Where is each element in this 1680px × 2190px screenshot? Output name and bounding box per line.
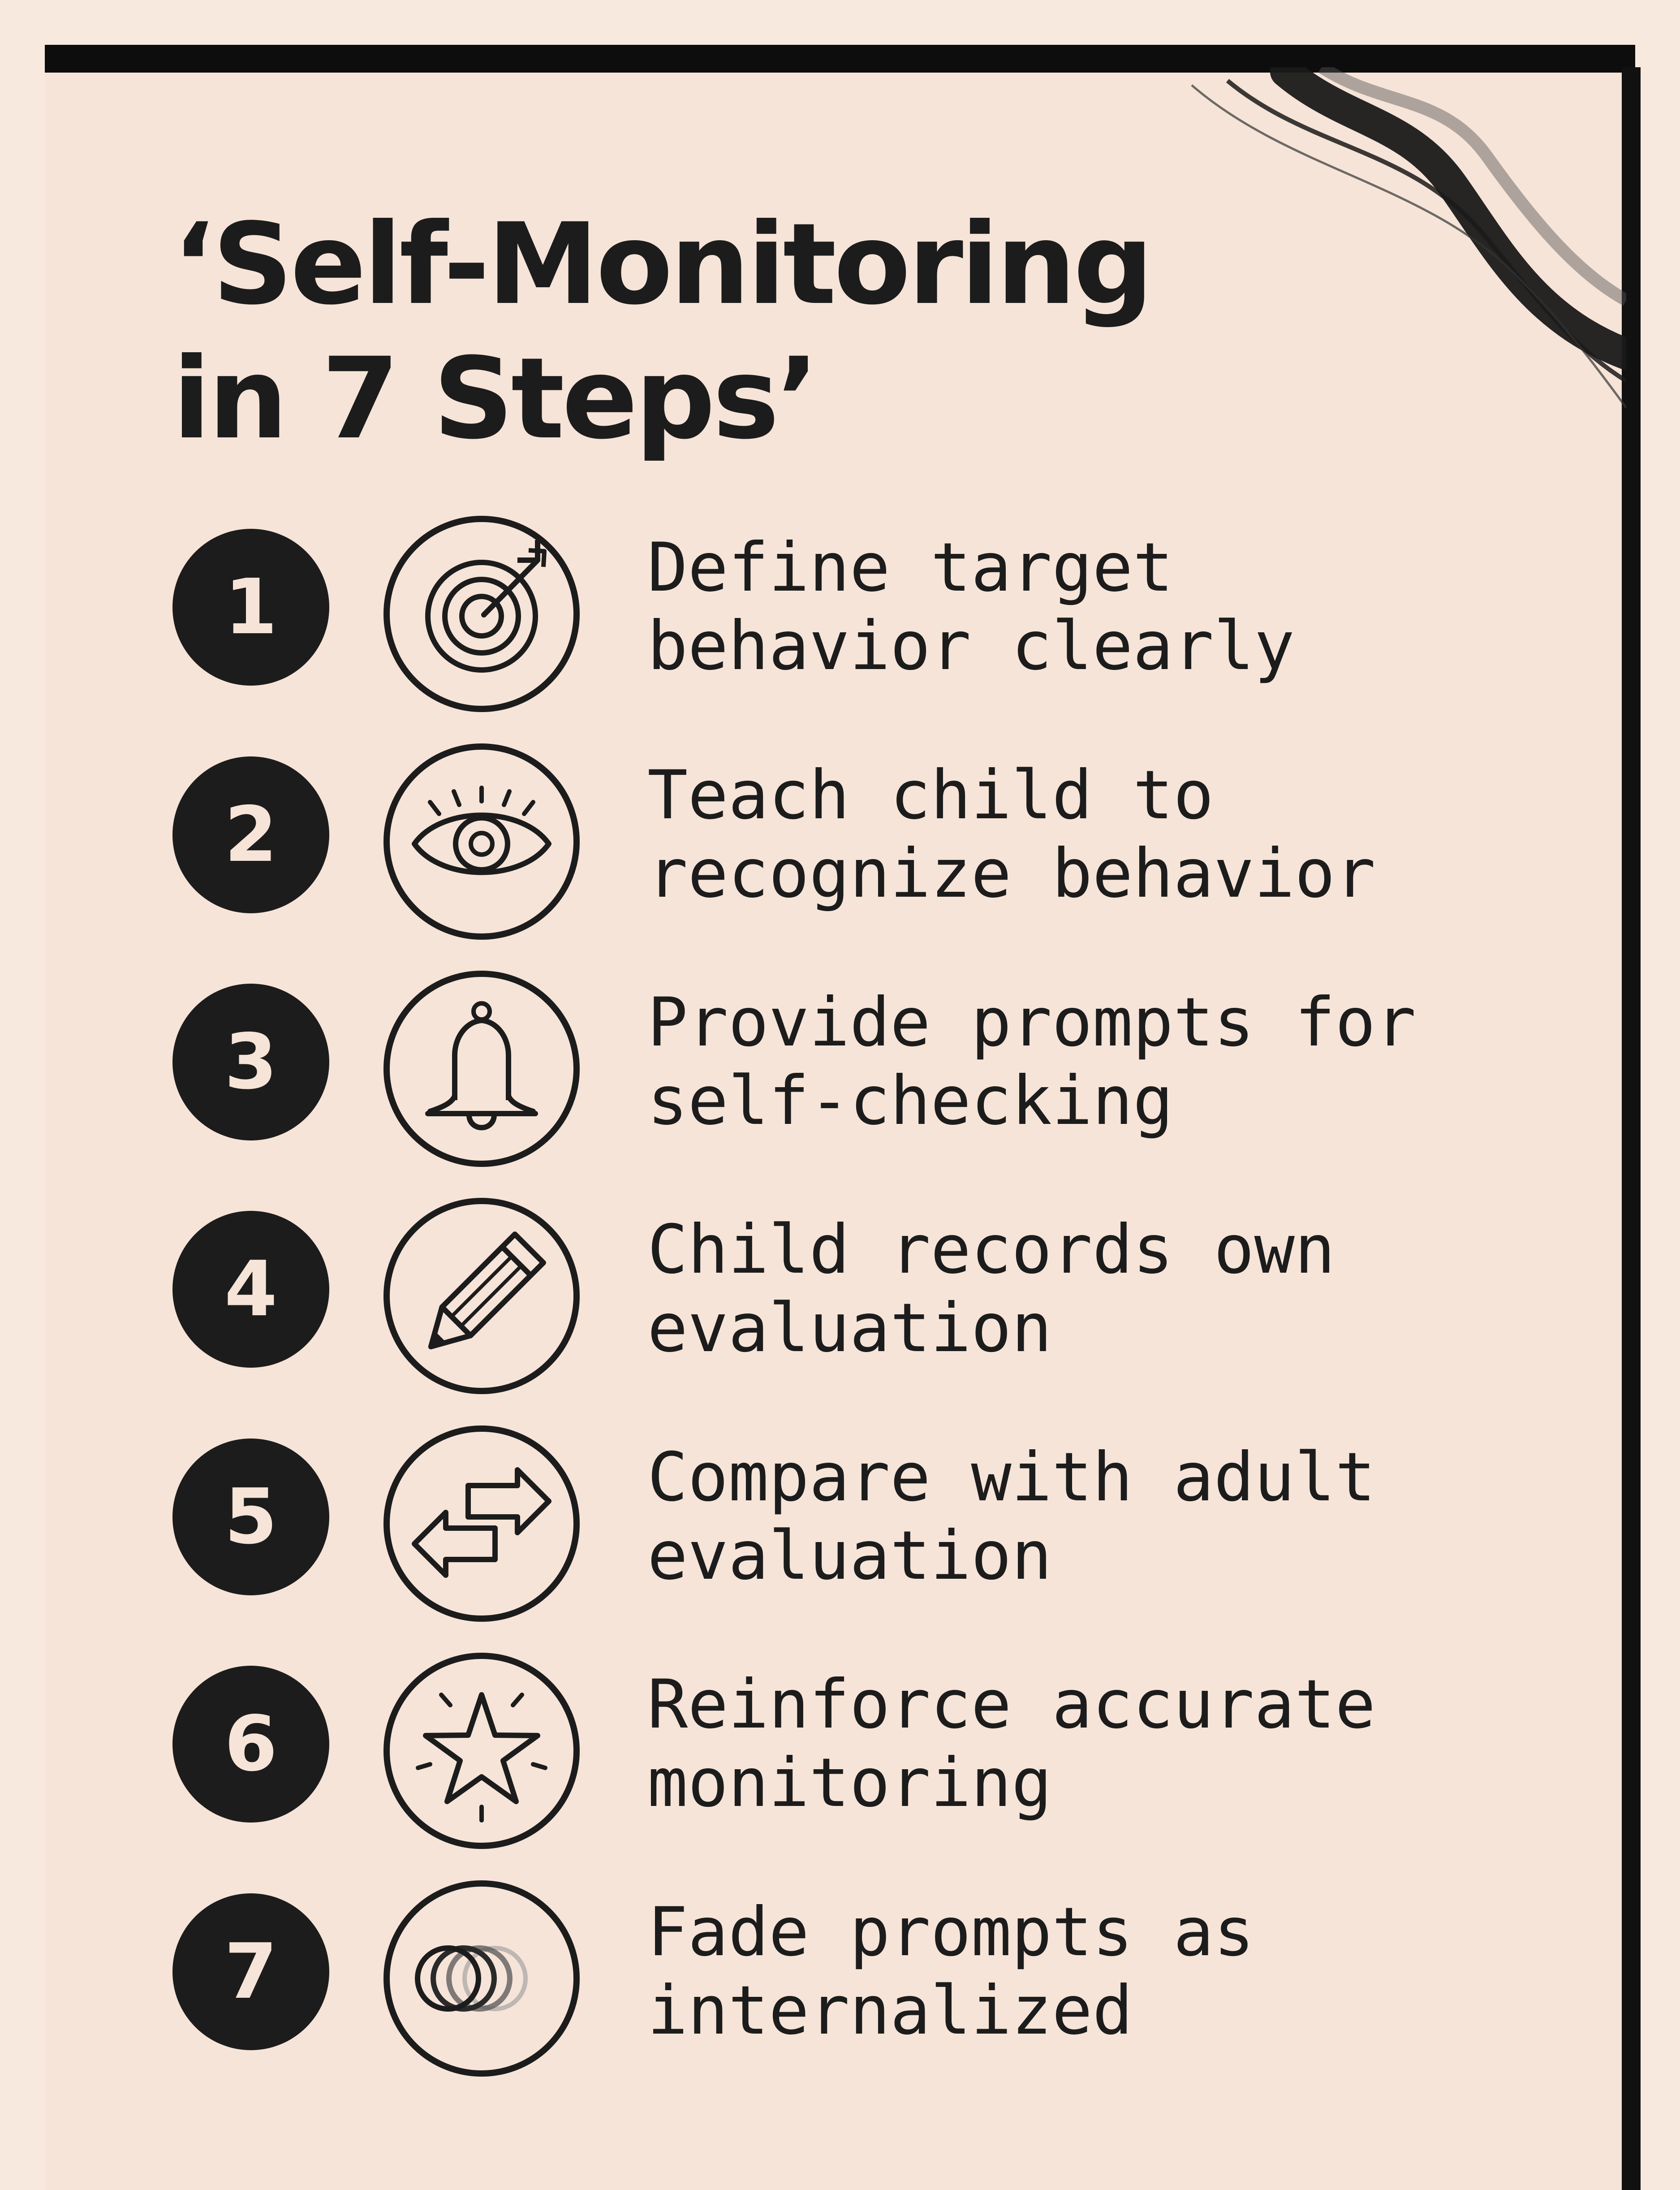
step-text-line-2: recognize behavior	[647, 835, 1376, 913]
step-2	[172, 743, 1606, 940]
step-text-line-2: internalized	[647, 1972, 1133, 2050]
step-description	[647, 1438, 1633, 1595]
step-text-line-2: evaluation	[647, 1289, 1052, 1367]
step-6	[172, 1652, 1606, 1849]
step-number-badge: 5	[172, 1438, 329, 1595]
step-text-line-1: Define target	[647, 529, 1173, 607]
eye-icon	[383, 743, 580, 940]
step-number-badge: 7	[172, 1893, 329, 2050]
step-text-line-2: self-checking	[647, 1062, 1173, 1140]
title-line-1: ‘Self-Monitoring	[172, 199, 1151, 329]
step-description	[647, 1666, 1633, 1823]
step-text-line-1: Reinforce accurate	[647, 1666, 1376, 1744]
step-number-badge: 6	[172, 1666, 329, 1823]
step-5	[172, 1425, 1606, 1622]
step-text-line-1: Child records own	[647, 1211, 1335, 1289]
bell-icon	[383, 970, 580, 1167]
step-description	[647, 984, 1633, 1140]
step-number-badge: 1	[172, 529, 329, 686]
step-description	[647, 1211, 1633, 1368]
step-text-line-2: monitoring	[647, 1744, 1052, 1822]
title-line-2: in 7 Steps’	[172, 333, 817, 464]
step-number-badge: 4	[172, 1211, 329, 1368]
target-icon	[383, 515, 580, 713]
pencil-icon	[383, 1197, 580, 1395]
step-text-line-1: Teach child to	[647, 756, 1214, 834]
step-text-line-2: evaluation	[647, 1517, 1052, 1595]
step-text-line-1: Compare with adult	[647, 1438, 1376, 1516]
step-description	[647, 1893, 1633, 2050]
step-text-line-2: behavior clearly	[647, 607, 1295, 685]
step-number-badge: 2	[172, 756, 329, 913]
exchange-arrows-icon	[383, 1425, 580, 1622]
page-title	[172, 197, 1151, 466]
step-3	[172, 970, 1606, 1167]
decorative-swirl	[1174, 67, 1626, 426]
step-text-line-1: Fade prompts as	[647, 1893, 1254, 1971]
step-description	[647, 529, 1633, 686]
step-text-line-1: Provide prompts for	[647, 984, 1416, 1062]
step-description	[647, 756, 1633, 913]
step-7	[172, 1880, 1606, 2077]
star-icon	[383, 1652, 580, 1849]
fading-circles-icon	[383, 1880, 580, 2077]
step-4	[172, 1197, 1606, 1395]
step-1	[172, 515, 1606, 713]
step-number-badge: 3	[172, 984, 329, 1140]
